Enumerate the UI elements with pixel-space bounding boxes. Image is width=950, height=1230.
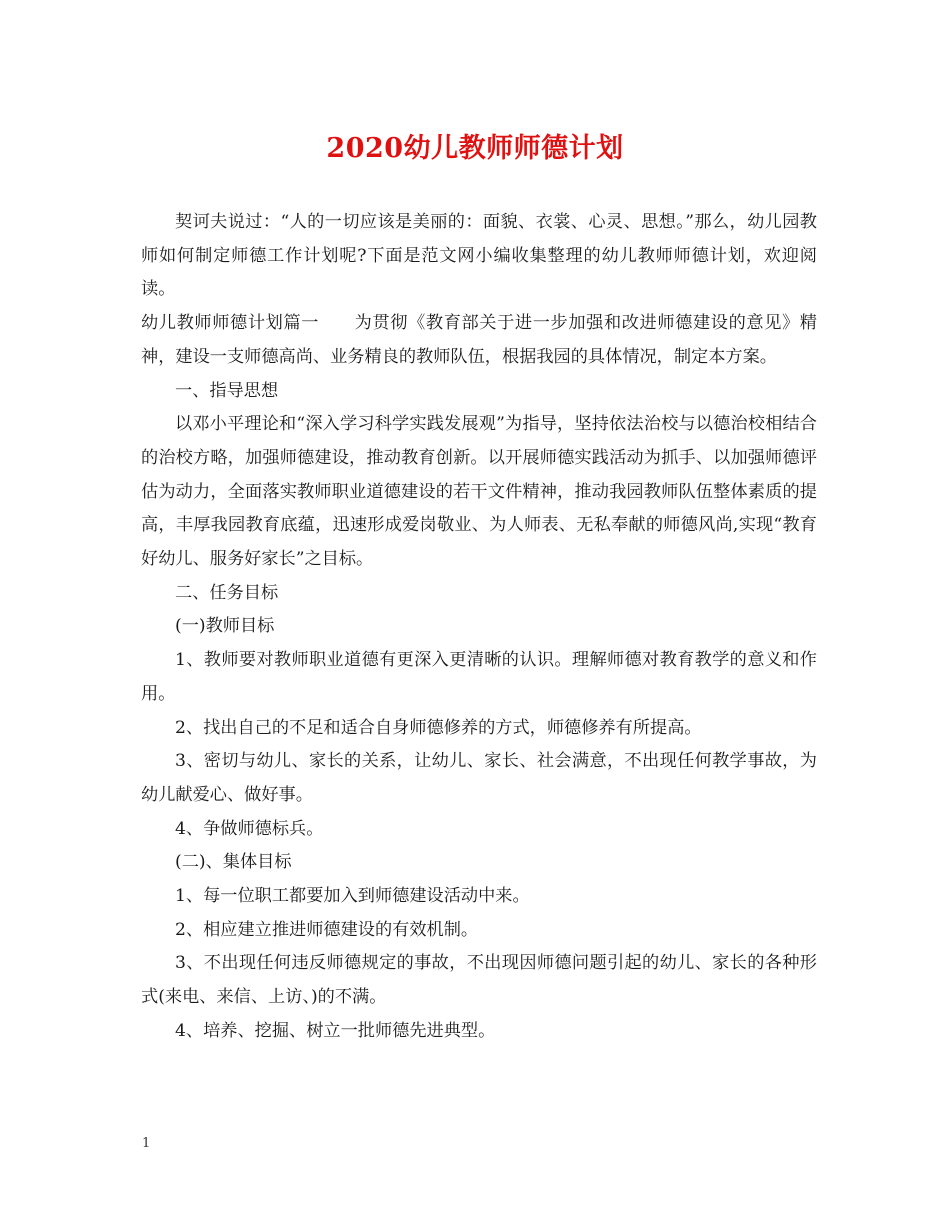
list-item: 2、相应建立推进师德建设的有效机制。 <box>175 919 479 940</box>
list-item: 3、不出现任何违反师德规定的事故，不出现因师德问题引起的幼儿、家长的各种形式(来电、来信、上访、)的不满。 <box>141 953 817 1008</box>
subsection-heading-teacher-goals: (一)教师目标 <box>175 616 275 637</box>
list-item: 1、每一位职工都要加入到师德建设活动中来。 <box>175 886 530 907</box>
list-item: 4、争做师德标兵。 <box>175 818 324 839</box>
paragraph-intro: 契诃夫说过：“人的一切应该是美丽的：面貌、衣裳、心灵、思想。”那么，幼儿园教师如何制定师德工作计划呢?下面是范文网小编收集整理的幼儿教师师德计划，欢迎阅读。 <box>141 212 817 300</box>
list-item: 4、培养、挖掘、树立一批师德先进典型。 <box>175 1020 496 1041</box>
page-number: 1 <box>142 1136 151 1151</box>
list-item: 1、教师要对教师职业道德有更深入更清晰的认识。理解师德对教育教学的意义和作用。 <box>141 650 817 704</box>
document-title: 2020幼儿教师师德计划 <box>326 133 624 164</box>
paragraph-plan-one: 幼儿教师师德计划篇一 为贯彻《教育部关于进一步加强和改进师德建设的意见》精神，建设一支师德高尚、业务精良的教师队伍，根据我园的具体情况，制定本方案。 <box>141 313 817 367</box>
paragraph-guiding-thought: 以邓小平理论和“深入学习科学实践发展观”为指导，坚持依法治校与以德治校相结合的治校方略，加强师德建设，推动教育创新。以开展师德实践活动为抓手、以加强师德评估为动力，全面落实教师职业道德建设的若干文件精神，推动我园教师队伍整体素质的提高，丰厚我园教育底蕴，迅速形成爱岗敬业、为人师表、无私奉献的师德风尚,实现“教育好幼儿、服务好家长”之目标。 <box>141 414 817 570</box>
list-item: 2、找出自己的不足和适合自身师德修养的方式，师德修养有所提高。 <box>175 717 702 738</box>
document-body <box>141 206 817 1049</box>
list-item: 3、密切与幼儿、家长的关系，让幼儿、家长、社会满意，不出现任何教学事故，为幼儿献爱心、做好事。 <box>141 751 817 805</box>
section-heading-guiding-thought: 一、指导思想 <box>175 380 279 401</box>
subsection-heading-collective-goals: (二)、集体目标 <box>175 852 292 873</box>
section-heading-task-goals: 二、任务目标 <box>175 582 279 603</box>
